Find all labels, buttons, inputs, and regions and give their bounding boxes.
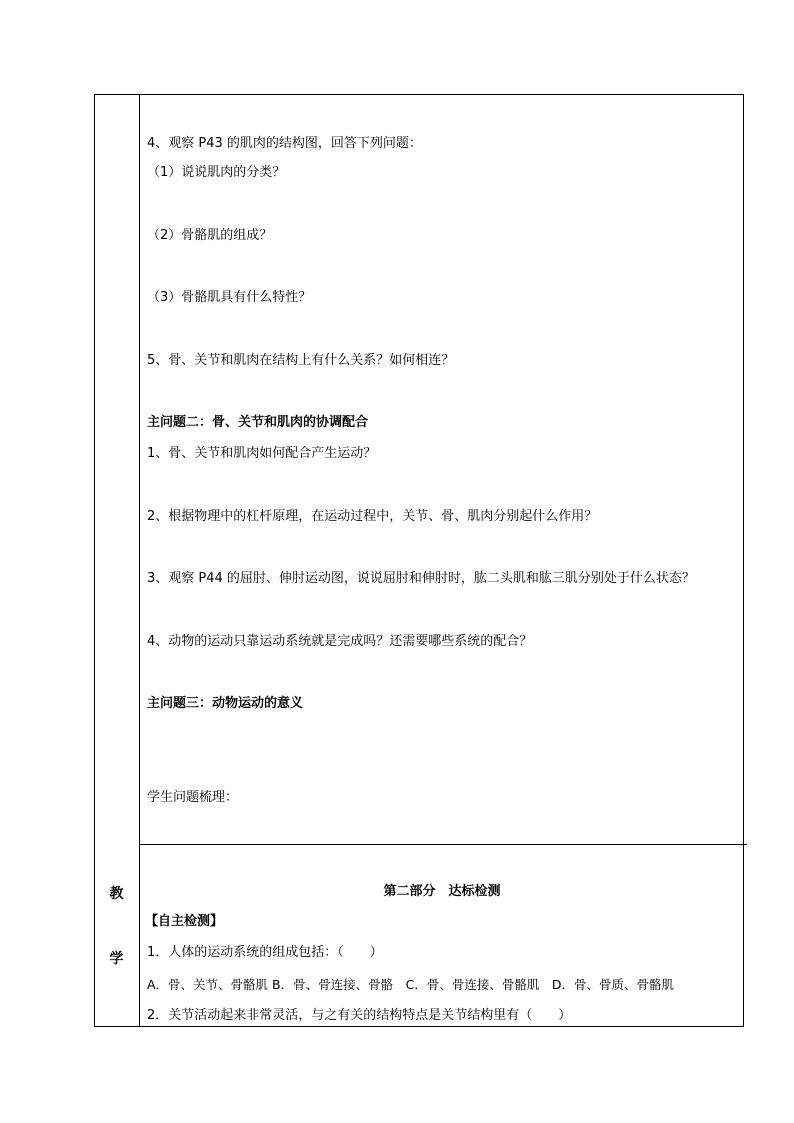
topic-3-heading: 主问题三：动物运动的意义 (147, 696, 304, 711)
question-4-2: （2）骨骼肌的组成？ (147, 228, 273, 243)
test-item-1: 1．人体的运动系统的组成包括：（ ） (147, 945, 383, 960)
topic-2-heading: 主问题二：骨、关节和肌肉的协调配合 (147, 415, 369, 430)
side-label-jiao: 教 (109, 886, 124, 902)
question-4: 4、观察 P43 的肌肉的结构图，回答下列问题： (147, 136, 422, 151)
test-item-2: 2．关节活动起来非常灵活，与之有关的结构特点是关节结构里有（ ） (147, 1008, 572, 1023)
question-5: 5、骨、关节和肌肉在结构上有什么关系？如何相连？ (147, 353, 455, 368)
topic-2-question-2: 2、根据物理中的杠杆原理，在运动过程中，关节、骨、肌肉分别起什么作用？ (147, 509, 598, 524)
topic-2-question-1: 1、骨、关节和肌肉如何配合产生运动？ (147, 446, 377, 461)
test-item-1-options: A．骨、关节、骨骼肌 B．骨、骨连接、骨骼 C．骨、骨连接、骨骼肌 D．骨、骨质、骨骼肌 (147, 977, 674, 992)
side-label-xue: 学 (109, 951, 124, 967)
student-review-label: 学生问题梳理： (147, 790, 239, 805)
part-2-title: 第二部分 达标检测 (383, 884, 501, 899)
row-divider (139, 844, 747, 845)
topic-2-question-3: 3、观察 P44 的屈肘、伸肘运动图，说说屈肘和伸肘时，肱二头肌和肱三肌分别处于什么状态？ (147, 571, 695, 586)
question-4-1: （1）说说肌肉的分类？ (147, 165, 286, 180)
self-check-heading: 【自主检测】 (145, 914, 224, 929)
topic-2-question-4: 4、动物的运动只靠运动系统就是完成吗？还需要哪些系统的配合？ (147, 634, 533, 649)
question-4-3: （3）骨骼肌具有什么特性？ (147, 290, 312, 305)
